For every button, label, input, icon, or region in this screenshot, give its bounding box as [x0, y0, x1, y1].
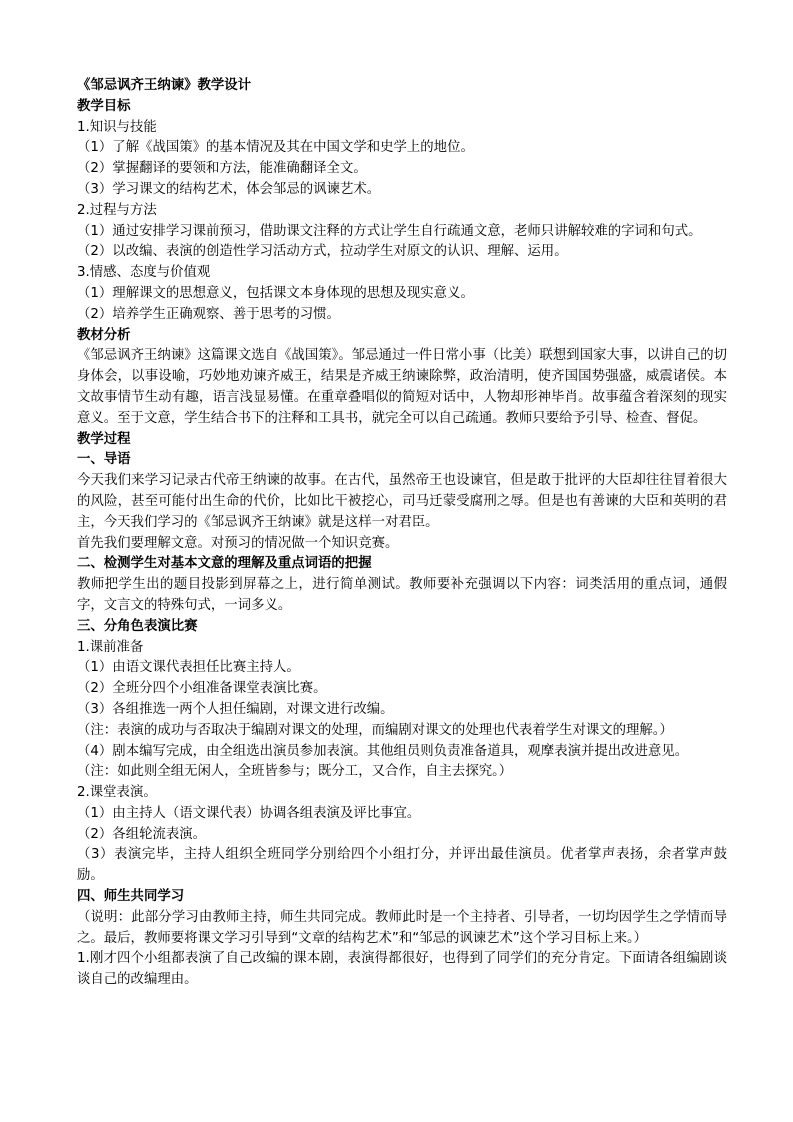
section-2-paragraph: 教师把学生出的题目投影到屏幕之上，进行简单测试。教师要补充强调以下内容：词类活用的重点词，通假字，文言文的特殊句式，一词多义。 — [77, 577, 727, 613]
section-3-sub-1-item: （4）剧本编写完成，由全组选出演员参加表演。其他组员则负责准备道具，观摩表演并提出改进意见。 — [77, 743, 689, 759]
heading-material-analysis: 教材分析 — [77, 327, 131, 343]
section-3-sub-2-item: （1）由主持人（语文课代表）协调各组表演及评比事宜。 — [77, 805, 421, 821]
goal-1-item: （3）学习课文的结构艺术，体会邹忌的讽谏艺术。 — [77, 181, 381, 197]
section-1-paragraph-2: 首先我们要理解文意。对预习的情况做一个知识竞赛。 — [77, 535, 399, 551]
goal-2-item: （2）以改编、表演的创造性学习活动方式，拉动学生对原文的认识、理解、运用。 — [77, 244, 568, 260]
heading-teaching-goals: 教学目标 — [77, 98, 131, 114]
goal-3-item: （2）培养学生正确观察、善于思考的习惯。 — [77, 306, 340, 322]
section-3-sub-1-note: （注：表演的成功与否取决于编剧对课文的处理，而编剧对课文的处理也代表着学生对课文的理解。） — [77, 722, 673, 738]
goal-1-item: （1）了解《战国策》的基本情况及其在中国文学和史学上的地位。 — [77, 140, 474, 156]
goal-1-item: （2）掌握翻译的要领和方法，能准确翻译全文。 — [77, 161, 367, 177]
section-4-title: 四、师生共同学习 — [77, 889, 185, 905]
section-3-sub-1-item: （1）由语文课代表担任比赛主持人。 — [77, 660, 300, 676]
goal-3-title: 3.情感、态度与价值观 — [77, 265, 211, 281]
section-3-sub-1-item: （3）各组推选一两个人担任编剧，对课文进行改编。 — [77, 701, 394, 717]
section-3-sub-1-item: （2）全班分四个小组准备课堂表演比赛。 — [77, 681, 327, 697]
section-1-paragraph: 今天我们来学习记录古代帝王纳谏的故事。在古代，虽然帝王也设谏官，但是敢于批评的大臣却往往冒着很大的风险，甚至可能付出生命的代价，比如比干被挖心，司马迁蒙受腐刑之辱。但是也有善谏的大臣和英明的君主，今天我们学习的《邹忌讽齐王纳谏》就是这样一对君臣。 — [77, 473, 727, 530]
section-2-title: 二、检测学生对基本文意的理解及重点词语的把握 — [77, 556, 372, 572]
section-4-paragraph: （说明：此部分学习由教师主持，师生共同完成。教师此时是一个主持者、引导者，一切均因学生之学情而导之。最后，教师要将课文学习引导到“文章的结构艺术”和“邹忌的讽谏艺术”这个学习目标上来。） — [77, 909, 727, 946]
section-1-title: 一、导语 — [77, 452, 131, 468]
section-3-sub-2-item: （2）各组轮流表演。 — [77, 826, 207, 842]
heading-teaching-process: 教学过程 — [77, 431, 131, 447]
section-3-sub-2-title: 2.课堂表演。 — [77, 785, 157, 801]
goal-2-title: 2.过程与方法 — [77, 202, 157, 218]
section-3-sub-1-title: 1.课前准备 — [77, 639, 144, 655]
document-page — [77, 76, 727, 991]
section-3-sub-1-note: （注：如此则全组无闲人，全班皆参与；既分工，又合作，自主去探究。） — [77, 764, 513, 780]
section-4-paragraph-2: 1.刚才四个小组都表演了自己改编的课本剧，表演得都很好，也得到了同学们的充分肯定。下面请各组编剧谈谈自己的改编理由。 — [77, 951, 727, 988]
goal-1-title: 1.知识与技能 — [77, 119, 157, 135]
section-3-title: 三、分角色表演比赛 — [77, 618, 198, 634]
analysis-paragraph: 《邹忌讽齐王纳谏》这篇课文选自《战国策》。邹忌通过一件日常小事（比美）联想到国家大事，以讲自己的切身体会，以事设喻，巧妙地劝谏齐威王，结果是齐威王纳谏除弊，政治清明，使齐国国势强盛，威震诸侯。本文故事情节生动有趣，语言浅显易懂。在重章叠唱似的简短对话中，人物却形神毕肖。故事蕴含着深刻的现实意义。至于文意，学生结合书下的注释和工具书，就完全可以自己疏通。教师只要给予引导、检查、督促。 — [77, 348, 727, 426]
document-title: 《邹忌讽齐王纳谏》教学设计 — [77, 78, 252, 93]
goal-3-item: （1）理解课文的思想意义，包括课文本身体现的思想及现实意义。 — [77, 285, 474, 301]
goal-2-item: （1）通过安排学习课前预习，借助课文注释的方式让学生自行疏通文意，老师只讲解较难的字词和句式。 — [77, 223, 702, 239]
section-3-sub-2-item: （3）表演完毕，主持人组织全班同学分别给四个小组打分，并评出最佳演员。优者掌声表扬，余者掌声鼓励。 — [77, 847, 727, 884]
